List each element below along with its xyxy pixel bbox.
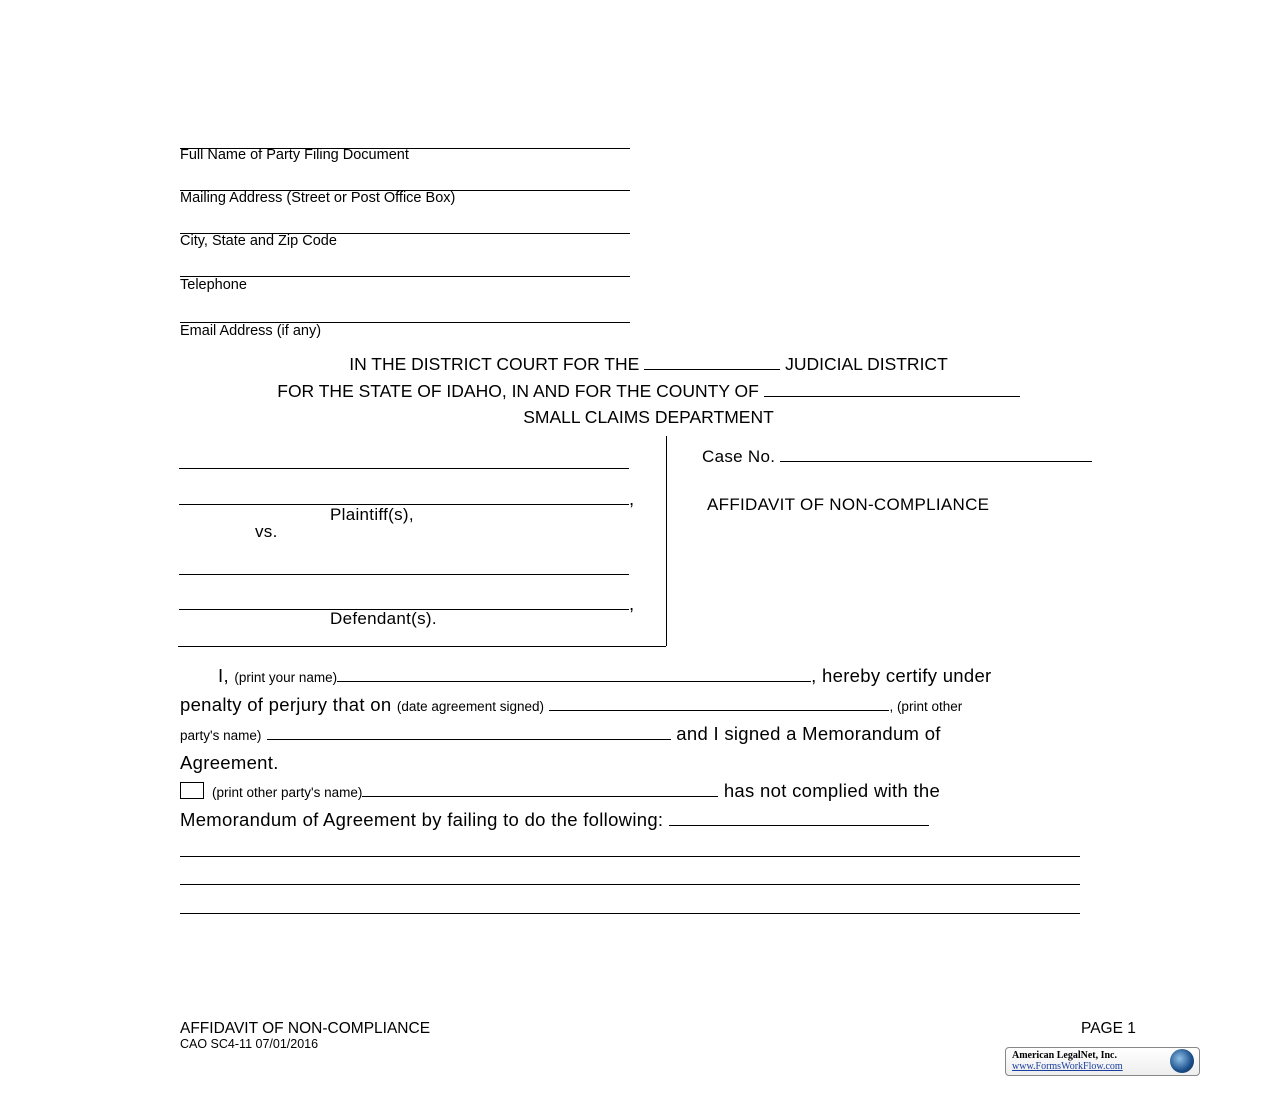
caption-bottom-rule [178, 646, 666, 647]
case-no-label: Case No. [702, 447, 776, 466]
body-line-2 [180, 694, 962, 716]
page-number: PAGE 1 [1081, 1020, 1136, 1037]
hint: , (print other [889, 699, 963, 714]
address-label: Mailing Address (Street or Post Office Box) [180, 190, 456, 206]
hint: (print other party's name) [212, 785, 363, 800]
plaintiff-line-1[interactable] [179, 468, 629, 469]
form-id: CAO SC4-11 07/01/2016 [180, 1037, 319, 1051]
body-line-5 [180, 780, 940, 802]
hint: party's name) [180, 728, 262, 743]
logo-link[interactable]: www.FormsWorkFlow.com [1012, 1061, 1123, 1072]
text: , hereby certify under [811, 665, 992, 686]
email-label: Email Address (if any) [180, 323, 322, 339]
court-text: IN THE DISTRICT COURT FOR THE [349, 354, 640, 374]
text: Memorandum of Agreement by failing to do the following: [180, 809, 664, 830]
your-name-blank[interactable] [337, 680, 811, 682]
name-label: Full Name of Party Filing Document [180, 147, 409, 163]
court-heading-3: SMALL CLAIMS DEPARTMENT [523, 407, 774, 427]
logo-line-1: American LegalNet, Inc. [1012, 1050, 1117, 1061]
non-compliance-checkbox[interactable] [180, 782, 204, 799]
district-blank[interactable] [644, 368, 780, 370]
body-line-4: Agreement. [180, 752, 279, 773]
hint: (date agreement signed) [396, 699, 544, 714]
other-party-blank[interactable] [267, 738, 671, 740]
plaintiff-label: Plaintiff(s), [330, 505, 414, 524]
text: penalty of perjury that on [180, 694, 392, 715]
other-party-blank-2[interactable] [362, 795, 718, 797]
comma: , [629, 488, 635, 509]
county-text: FOR THE STATE OF IDAHO, IN AND FOR THE COUNTY OF [277, 381, 759, 401]
failure-blank[interactable] [669, 824, 929, 826]
case-no [702, 447, 1092, 467]
telephone-label: Telephone [180, 277, 247, 293]
county-blank[interactable] [764, 395, 1020, 397]
district-text: JUDICIAL DISTRICT [785, 354, 948, 374]
footer-title: AFFIDAVIT OF NON-COMPLIANCE [180, 1020, 431, 1037]
case-no-blank[interactable] [780, 460, 1092, 462]
defendant-line-1[interactable] [179, 574, 629, 575]
body-line-1 [180, 665, 992, 687]
caption-vertical-rule [666, 436, 667, 646]
text: and I signed a Memorandum of [676, 723, 941, 744]
document-title: AFFIDAVIT OF NON-COMPLIANCE [707, 495, 990, 514]
comma: , [629, 593, 635, 614]
americanlegalnet-logo [1005, 1047, 1200, 1076]
failure-line-2[interactable] [180, 884, 1080, 885]
body-line-6 [180, 809, 929, 831]
body-line-3 [180, 723, 941, 745]
vs-label: vs. [255, 522, 278, 541]
defendant-label: Defendant(s). [330, 609, 437, 628]
failure-line-1[interactable] [180, 856, 1080, 857]
hint: (print your name) [234, 670, 338, 685]
failure-line-3[interactable] [180, 913, 1080, 914]
date-blank[interactable] [549, 709, 889, 711]
text: I, [218, 665, 229, 686]
city-label: City, State and Zip Code [180, 233, 337, 249]
telephone-line[interactable] [180, 276, 630, 277]
court-heading-2 [0, 381, 1275, 402]
text: has not complied with the [723, 780, 941, 801]
globe-icon [1170, 1049, 1194, 1073]
court-heading-1 [0, 354, 1275, 375]
